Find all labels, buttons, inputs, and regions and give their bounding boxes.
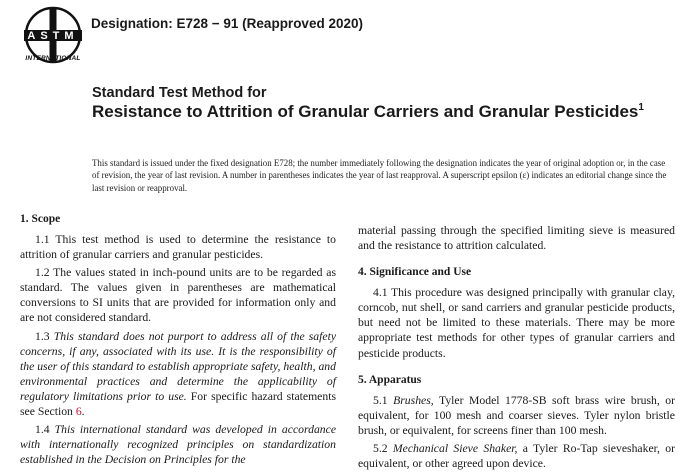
logo-subtext: INTERNATIONAL	[25, 55, 81, 62]
scope-p3-tail: For specific hazard statements see Section	[20, 389, 336, 419]
significance-p1: 4.1 This procedure was designed principally with granular clay, corncob, nut shell, or sand carriers and granular pesticide products, but need not be limited to these materials. There may be more appropriate test methods for other types of granular carriers and pesticide products.	[358, 286, 675, 360]
title-main-text: Resistance to Attrition of Granular Carriers and Granular Pesticides	[92, 102, 639, 121]
scope-heading: 1. Scope	[20, 213, 61, 225]
scope-p4-italic: This international standard was developed in accordance with internationally recognized principles on standardization established in the Decision on Principles for the	[20, 423, 337, 467]
continued-text: material passing through the specified limiting sieve is measured and the resistance to attrition calculated.	[358, 224, 675, 253]
significance-heading: 4. Significance and Use	[358, 266, 472, 279]
apparatus-heading: 5. Apparatus	[358, 373, 422, 386]
apparatus-p2-term: Mechanical Sieve Shaker,	[392, 441, 518, 455]
title-block	[92, 85, 672, 122]
astm-logo-letters: ASTM	[27, 30, 79, 42]
title-footnote-mark[interactable]: 1	[638, 102, 644, 113]
apparatus-p1-term: Brushes,	[393, 393, 434, 407]
title-line1: Standard Test Method for	[92, 85, 267, 101]
apparatus-p1-text: Tyler Model 1778-SB soft brass wire brush, or equivalent, for 100 mesh and coarser sieves. Tyler nylon bristle brush, or equivalent, for screens finer than 100 mesh.	[358, 393, 675, 437]
designation: Designation: E728 − 91 (Reapproved 2020)	[91, 16, 363, 31]
left-column	[20, 212, 336, 470]
scope-p2: 1.2 The values stated in inch-pound units are to be regarded as standard. The values given in parentheses are mathematical conversions to SI units that are provided for information only and are not considered standard.	[20, 266, 336, 325]
scope-p1: 1.1 This test method is used to determine the resistance to attrition of granular carriers and granular pesticides.	[20, 233, 336, 262]
scope-p3-num: 1.3	[35, 329, 50, 343]
apparatus-p1-num: 5.1	[373, 393, 388, 407]
title-main	[92, 102, 672, 122]
right-column	[358, 223, 675, 474]
scope-p4-num: 1.4	[35, 423, 50, 437]
scope-p3-end: .	[81, 405, 85, 419]
section-6-link[interactable]: 6	[75, 405, 82, 419]
preamble-text: This standard is issued under the fixed designation E728; the number immediately following the designation indicates the year of original adoption or, in the case of revision, the year of last revision. A number in parentheses indicates the year of last reapproval. A superscript epsilon (ε) indicates an editorial change since the last revision or reapproval.	[92, 158, 667, 193]
scope-p3-italic: This standard does not purport to address all of the safety concerns, if any, associated with its use. It is the responsibility of the user of this standard to establish appropriate safety, health, and environmental practices and determine the applicability of regulatory limitations prior to use.	[20, 329, 337, 403]
preamble	[92, 157, 667, 194]
apparatus-p2-text: a Tyler Ro-Tap sieveshaker, or equivalent, or other agreed upon device.	[358, 441, 676, 471]
apparatus-p2-num: 5.2	[373, 441, 388, 455]
